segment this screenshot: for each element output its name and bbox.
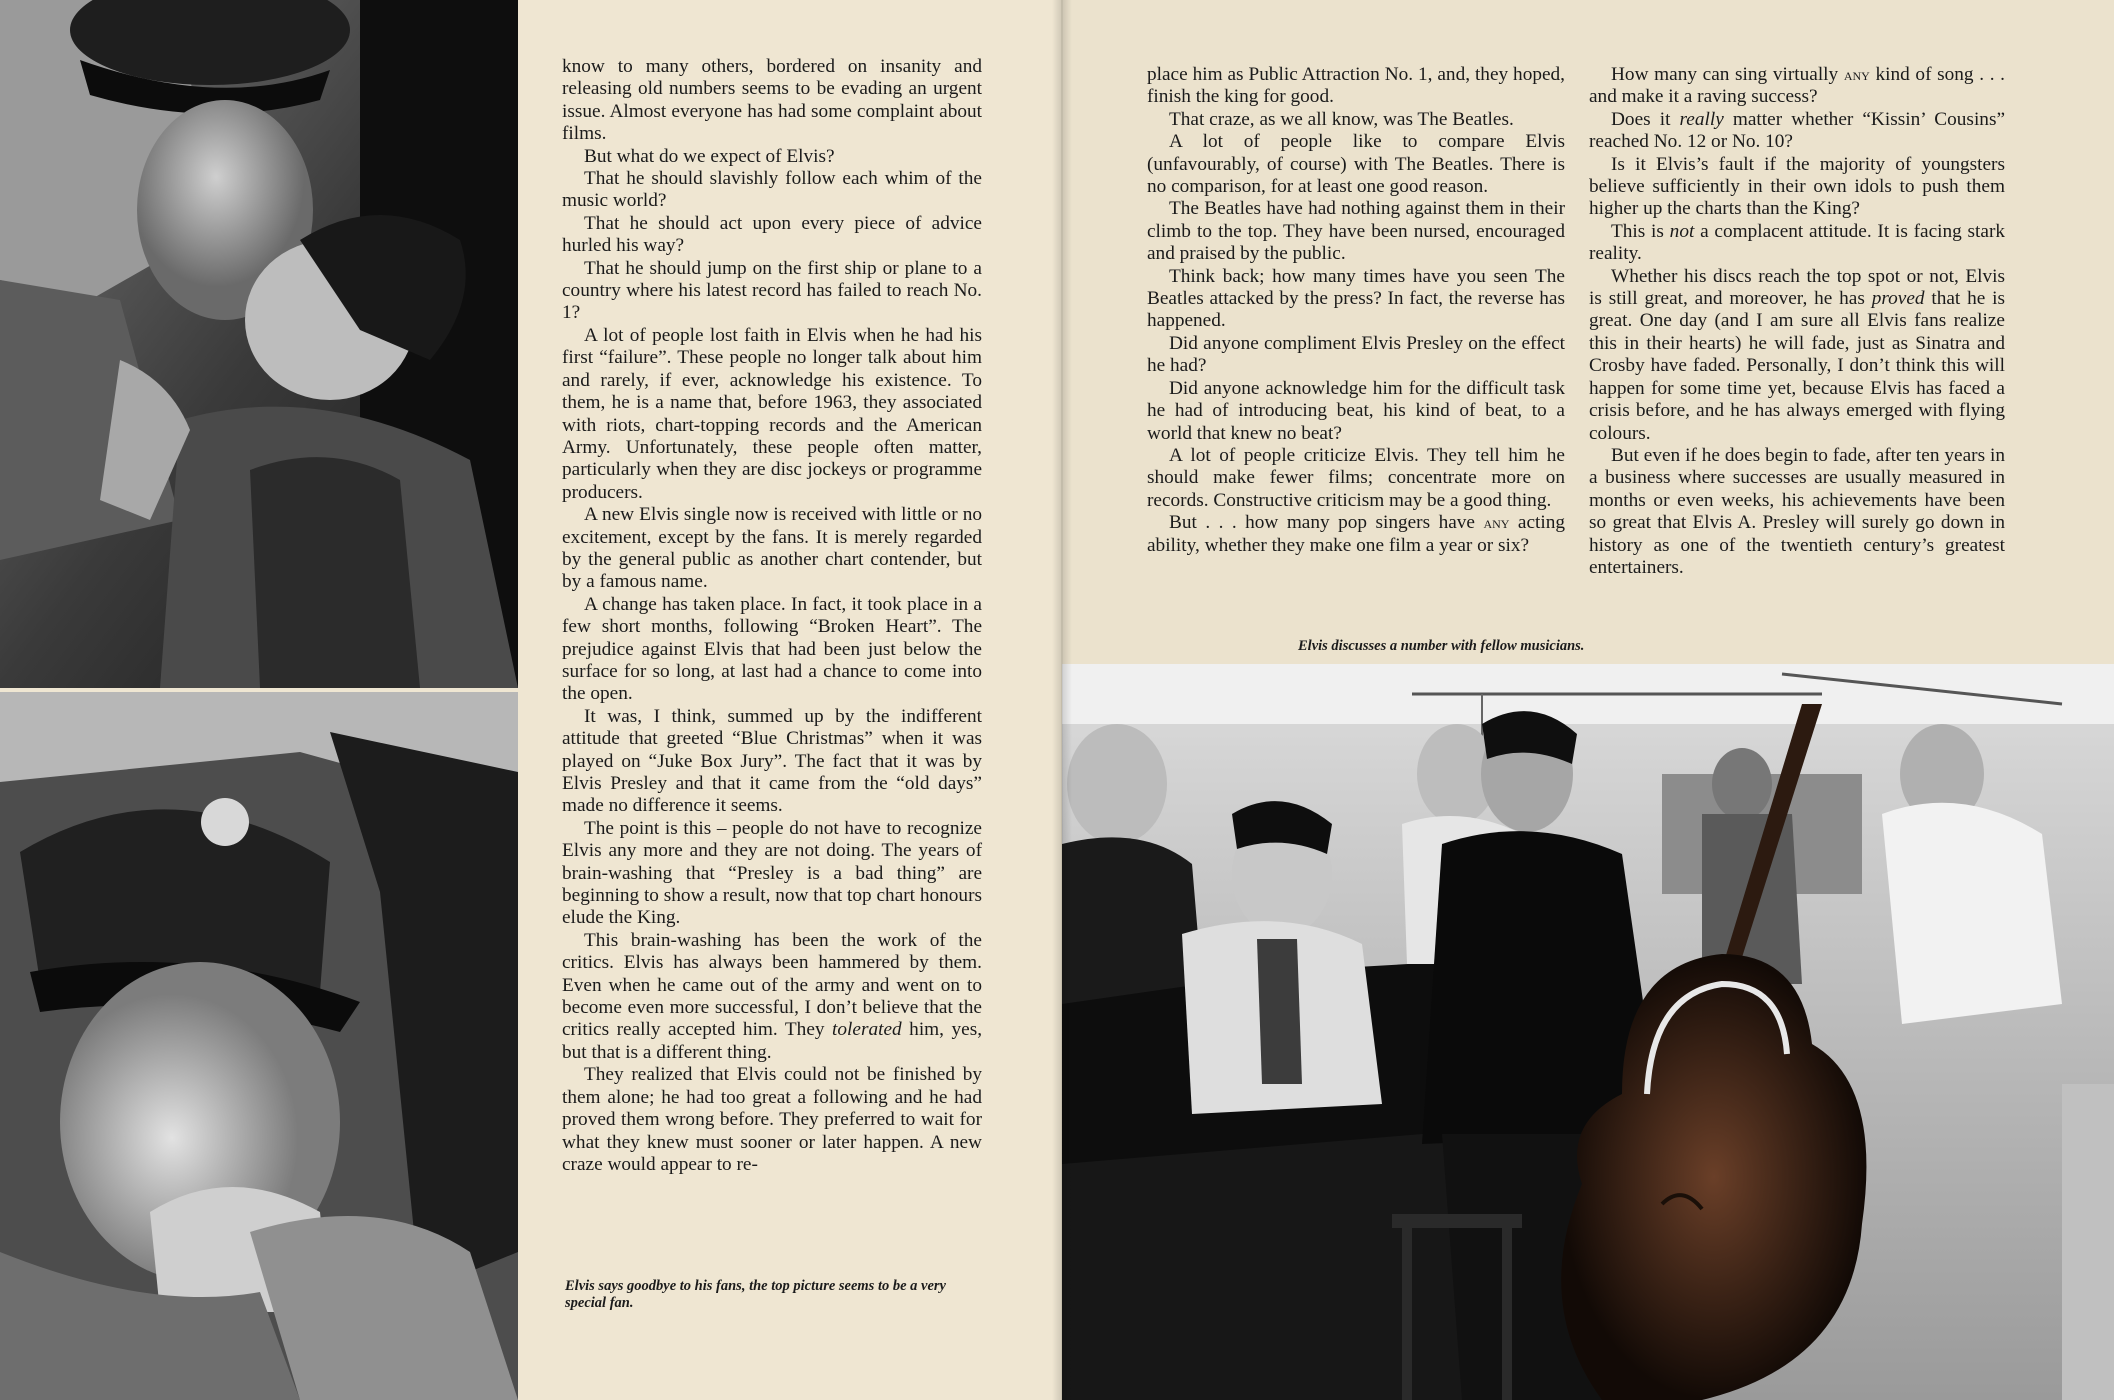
photo-studio-musicians	[1062, 664, 2114, 1400]
emphasis-text: not	[1669, 220, 1695, 242]
paragraph	[1589, 221, 2005, 266]
paragraph: The point is this – people do not have to recognize Elvis any more and they are not doing. The years of brain-washing that “Presley is a bad thing” are beginning to show a result, now that top chart honours elude the King.	[562, 817, 982, 929]
paragraph: A change has taken place. In fact, it took place in a few short months, following “Broken Heart”. The prejudice against Elvis that had been just below the surface for so long, at last had a chance to come into the open.	[562, 593, 982, 705]
caption-left-photos: Elvis says goodbye to his fans, the top picture seems to be a very special fan.	[565, 1278, 946, 1311]
small-caps-text: any	[1843, 65, 1870, 84]
paragraph	[562, 930, 982, 1064]
paragraph	[1589, 266, 2005, 445]
page-gutter	[1052, 0, 1072, 1400]
article-column-1	[562, 56, 982, 1176]
photo-soldier-cap	[0, 692, 518, 1400]
paragraph-text: kind of song . . . and make it a raving success?	[1589, 64, 2006, 108]
paragraph: A lot of people like to compare Elvis (unfavourably, of course) with The Beatles. There is no comparison, for at least one good reason.	[1147, 131, 1565, 198]
emphasis-text: tolerated	[832, 1019, 902, 1041]
paragraph: The Beatles have had nothing against them in their climb to the top. They have been nursed, encouraged and praised by the public.	[1147, 198, 1565, 265]
paragraph: But even if he does begin to fade, after ten years in a business where successes are usually measured in months or even weeks, his achievements have been so great that Elvis A. Presley will surely go down in history as one of the twentieth century’s greatest entertainers.	[1589, 444, 2005, 578]
paragraph-text: acting ability, whether they make one film a year or six?	[1147, 512, 1566, 556]
photo-soldier-kiss	[0, 0, 518, 688]
paragraph-text: a complacent attitude. It is facing stark reality.	[1589, 220, 2006, 265]
paragraph-text: How many can sing virtually	[1611, 64, 1844, 85]
paragraph: Think back; how many times have you seen The Beatles attacked by the press? In fact, the reverse has happened.	[1147, 265, 1565, 332]
paragraph: That he should slavishly follow each whim of the music world?	[562, 168, 982, 212]
paragraph	[1589, 109, 2005, 154]
paragraph: A lot of people criticize Elvis. They tell him he should make fewer films; concentrate more on records. Constructive criticism may be a good thing.	[1147, 444, 1565, 511]
paragraph: Did anyone compliment Elvis Presley on the effect he had?	[1147, 332, 1565, 377]
paragraph: That he should act upon every piece of advice hurled his way?	[562, 212, 982, 257]
paragraph-text: that he is great. One day (and I am sure all Elvis fans realize this in their hearts) he will fade, just as Sinatra and Crosby have faded. Personally, I don’t think this will happen for some time yet, because Elvis has faced a crisis before, and he has always emerged with flying colours.	[1589, 288, 2005, 444]
emphasis-text: proved	[1871, 288, 1925, 310]
paragraph-text: This brain-washing has been the work of the critics. Elvis has always been hammered by them. Even when he came out of the army and went on to become even more successful, I don’t believe that the critics really accepted him. They	[562, 929, 982, 1041]
paragraph-text: But . . . how many pop singers have	[1169, 512, 1484, 534]
paragraph: They realized that Elvis could not be finished by them alone; he had too great a following and he had proved them wrong before. They preferred to wait for what they knew must sooner or later happen. A new craze would appear to re-	[562, 1064, 982, 1175]
paragraph-text: matter whether “Kissin’ Cousins” reached No. 12 or No. 10?	[1589, 108, 2005, 153]
paragraph-text: him, yes, but that is a different thing.	[562, 1019, 983, 1063]
paragraph: But what do we expect of Elvis?	[584, 145, 835, 167]
paragraph: A new Elvis single now is received with little or no excitement, except by the fans. It is merely regarded by the general public as another chart contender, but by a famous name.	[562, 504, 982, 593]
paragraph: That he should jump on the first ship or plane to a country where his latest record has failed to reach No. 1?	[562, 257, 982, 324]
paragraph: Is it Elvis’s fault if the majority of youngsters believe sufficiently in their own idols to push them higher up the charts than the King?	[1589, 153, 2005, 220]
paragraph	[1147, 512, 1565, 557]
paragraph-text: Whether his discs reach the top spot or not, Elvis is still great, and moreover, he has	[1589, 265, 2005, 310]
paragraph: place him as Public Attraction No. 1, and, they hoped, finish the king for good.	[1147, 64, 1565, 108]
paragraph-text: Does it	[1611, 108, 1680, 130]
paragraph: That craze, as we all know, was The Beatles.	[1169, 108, 1514, 130]
emphasis-text: really	[1679, 108, 1724, 130]
paragraph-text: This is	[1611, 220, 1670, 242]
paragraph: know to many others, bordered on insanity and releasing old numbers seems to be evading an urgent issue. Almost everyone has had some complaint about films.	[562, 56, 982, 145]
paragraph: It was, I think, summed up by the indifferent attitude that greeted “Blue Christmas” when it was played on “Juke Box Jury”. The fact that it was by Elvis Presley and that it came from the “old days” made no difference it seems.	[562, 705, 982, 817]
article-column-2	[1147, 64, 1565, 557]
paragraph	[1589, 64, 2005, 109]
caption-studio-photo: Elvis discusses a number with fellow musicians.	[1298, 638, 1585, 654]
paragraph: A lot of people lost faith in Elvis when he had his first “failure”. These people no longer talk about him and rarely, if ever, acknowledge his existence. To them, he is a name that, before 1963, they associated with riots, chart-topping records and the American Army. Unfortunately, these people often matter, particularly when they are disc jockeys or programme producers.	[562, 324, 982, 503]
article-column-3	[1589, 64, 2005, 579]
small-caps-text: any	[1483, 513, 1510, 533]
paragraph: Did anyone acknowledge him for the difficult task he had of introducing beat, his kind of beat, to a world that knew no beat?	[1147, 377, 1565, 444]
